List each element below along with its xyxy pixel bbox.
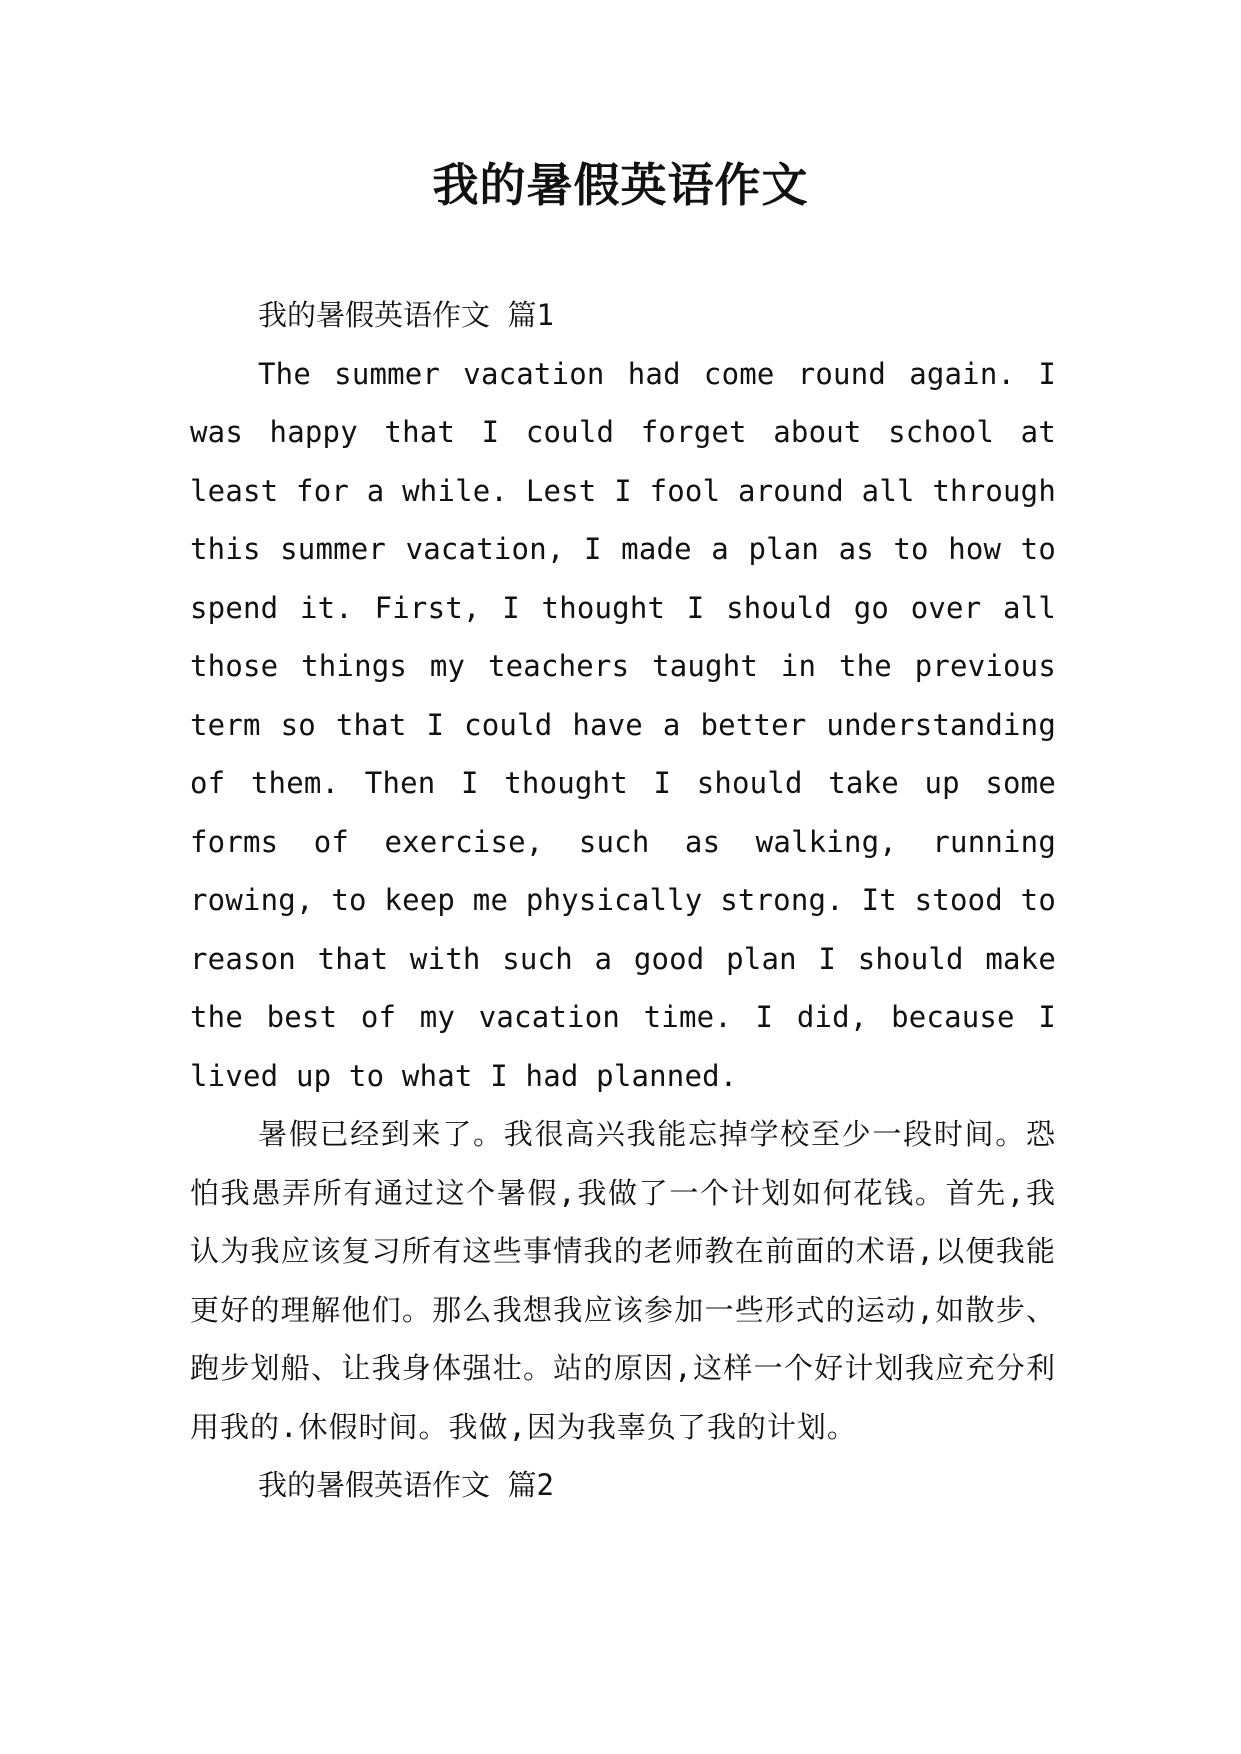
section-heading-1: 我的暑假英语作文 篇1 (258, 298, 554, 332)
document-body (190, 286, 1056, 1515)
section-heading-2: 我的暑假英语作文 篇2 (258, 1468, 554, 1502)
document-title: 我的暑假英语作文 (432, 158, 809, 212)
paragraph-english: The summer vacation had come round again. I was happy that I could forget about school at least for a while. Lest I fool around all through this summer vacation, I made a plan as to how to spend it. First, I thought I should go over all those things my teachers taught in the previous term so that I could have a better understanding of them. Then I thought I should take up some forms of exercise, such as walking, running rowing, to keep me physically strong. It stood to reason that with such a good plan I should make the best of my vacation time. I did, because I lived up to what I had planned. (190, 356, 1056, 1093)
paragraph-chinese: 暑假已经到来了。我很高兴我能忘掉学校至少一段时间。恐怕我愚弄所有通过这个暑假,我做了一个计划如何花钱。首先,我认为我应该复习所有这些事情我的老师教在前面的术语,以便我能更好的理解他们。那么我想我应该参加一些形式的运动,如散步、跑步划船、让我身体强壮。站的原因,这样一个好计划我应充分利用我的.休假时间。我做,因为我辜负了我的计划。 (190, 1117, 1056, 1444)
